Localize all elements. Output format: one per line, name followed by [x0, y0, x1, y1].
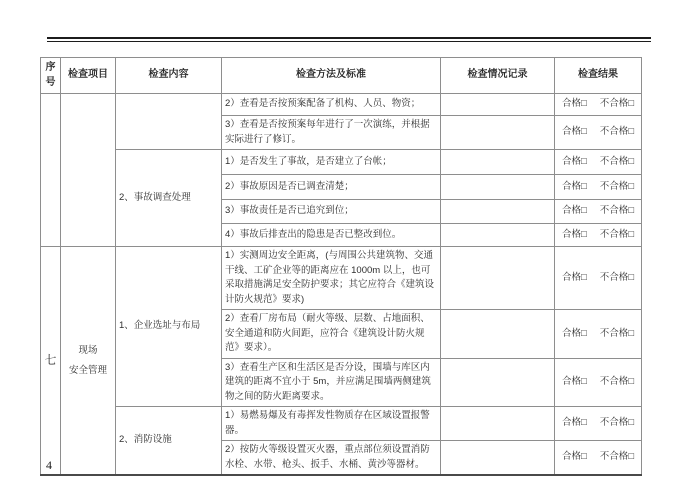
method-cell: 2）查看厂房布局（耐火等级、层数、占地面积、安全通道和防火间距，应符合《建筑设计防火规范》要求）。	[222, 310, 441, 359]
pass-checkbox[interactable]: 合格□	[562, 417, 587, 429]
method-cell: 1）实测周边安全距离，(与周围公共建筑物、交通干线、工矿企业等的距离应在 1000m 以上，也可采取措施满足安全防护要求；其它应符合《建筑设计防火规范》要求)	[222, 247, 441, 310]
record-cell	[441, 441, 555, 476]
method-cell: 3）事故责任是否已追究到位；	[222, 200, 441, 224]
fail-checkbox[interactable]: 不合格□	[599, 228, 634, 240]
pass-checkbox[interactable]: 合格□	[562, 98, 587, 110]
header-record: 检查情况记录	[441, 58, 555, 94]
record-cell	[441, 150, 555, 175]
record-cell	[441, 247, 555, 310]
item-cell-site-safety	[61, 247, 116, 476]
fail-checkbox[interactable]: 不合格□	[599, 451, 634, 463]
result-cell	[555, 175, 642, 200]
method-cell: 2）查看是否按预案配备了机构、人员、物资；	[222, 94, 441, 116]
result-cell	[555, 200, 642, 224]
fail-checkbox[interactable]: 不合格□	[599, 417, 634, 429]
header-method: 检查方法及标准	[222, 58, 441, 94]
pass-checkbox[interactable]: 合格□	[562, 271, 587, 283]
header-result: 检查结果	[555, 58, 642, 94]
result-cell	[555, 94, 642, 116]
content-cell-accident-investigation: 2、事故调查处理	[116, 150, 222, 247]
record-cell	[441, 116, 555, 150]
result-cell	[555, 224, 642, 247]
fail-checkbox[interactable]: 不合格□	[599, 155, 634, 167]
pass-checkbox[interactable]: 合格□	[562, 180, 587, 192]
fail-checkbox[interactable]: 不合格□	[599, 98, 634, 110]
result-cell	[555, 407, 642, 441]
content-cell-emergency-plan	[116, 94, 222, 150]
page-number: 4	[46, 458, 52, 472]
header-row	[41, 58, 642, 94]
pass-checkbox[interactable]: 合格□	[562, 376, 587, 387]
table-row	[41, 150, 642, 175]
item-line: 安全管理	[68, 364, 107, 376]
method-cell: 2）按防火等级设置灭火器，重点部位须设置消防水栓、水带、枪头、扳手、水桶、黄沙等器材。	[222, 441, 441, 476]
header-seq: 序号	[41, 58, 61, 94]
header-content: 检查内容	[116, 58, 222, 94]
fail-checkbox[interactable]: 不合格□	[599, 271, 634, 283]
record-cell	[441, 407, 555, 441]
table-row	[41, 94, 642, 116]
page-top-rule	[47, 37, 651, 42]
fail-checkbox[interactable]: 不合格□	[599, 205, 634, 217]
result-cell	[555, 150, 642, 175]
record-cell	[441, 175, 555, 200]
method-cell: 3）查看是否按预案每年进行了一次演练，并根据实际进行了修订。	[222, 116, 441, 150]
result-cell	[555, 358, 642, 407]
fail-checkbox[interactable]: 不合格□	[599, 180, 634, 192]
method-cell: 1）是否发生了事故，是否建立了台帐；	[222, 150, 441, 175]
pass-checkbox[interactable]: 合格□	[562, 327, 587, 339]
method-cell: 3）查看生产区和生活区是否分设，围墙与库区内建筑的距离不宜小于 5m，并应满足围墙两侧建筑物之间的防火距离要求。	[222, 358, 441, 407]
fail-checkbox[interactable]: 不合格□	[599, 327, 634, 339]
record-cell	[441, 224, 555, 247]
pass-checkbox[interactable]: 合格□	[562, 126, 587, 138]
fail-checkbox[interactable]: 不合格□	[599, 126, 634, 138]
seq-cell-prev-section	[41, 94, 61, 247]
pass-checkbox[interactable]: 合格□	[562, 155, 587, 167]
fail-checkbox[interactable]: 不合格□	[599, 376, 634, 387]
pass-checkbox[interactable]: 合格□	[562, 451, 587, 463]
record-cell	[441, 94, 555, 116]
result-cell	[555, 441, 642, 476]
record-cell	[441, 200, 555, 224]
method-cell: 2）事故原因是否已调查清楚；	[222, 175, 441, 200]
header-item: 检查项目	[61, 58, 116, 94]
method-cell: 1）易燃易爆及有毒挥发性物质存在区域设置报警器。	[222, 407, 441, 441]
record-cell	[441, 310, 555, 359]
pass-checkbox[interactable]: 合格□	[562, 205, 587, 217]
inspection-checklist-table	[40, 57, 642, 476]
pass-checkbox[interactable]: 合格□	[562, 228, 587, 240]
result-cell	[555, 247, 642, 310]
item-cell-prev-section	[61, 94, 116, 247]
table-row	[41, 407, 642, 441]
result-cell	[555, 116, 642, 150]
seq-cell-section-seven: 七	[41, 247, 61, 476]
item-line: 现场	[78, 344, 98, 356]
table-row	[41, 247, 642, 310]
record-cell	[441, 358, 555, 407]
content-cell-fire-facilities: 2、消防设施	[116, 407, 222, 476]
content-cell-site-selection: 1、企业选址与布局	[116, 247, 222, 407]
method-cell: 4）事故后排查出的隐患是否已整改到位。	[222, 224, 441, 247]
result-cell	[555, 310, 642, 359]
